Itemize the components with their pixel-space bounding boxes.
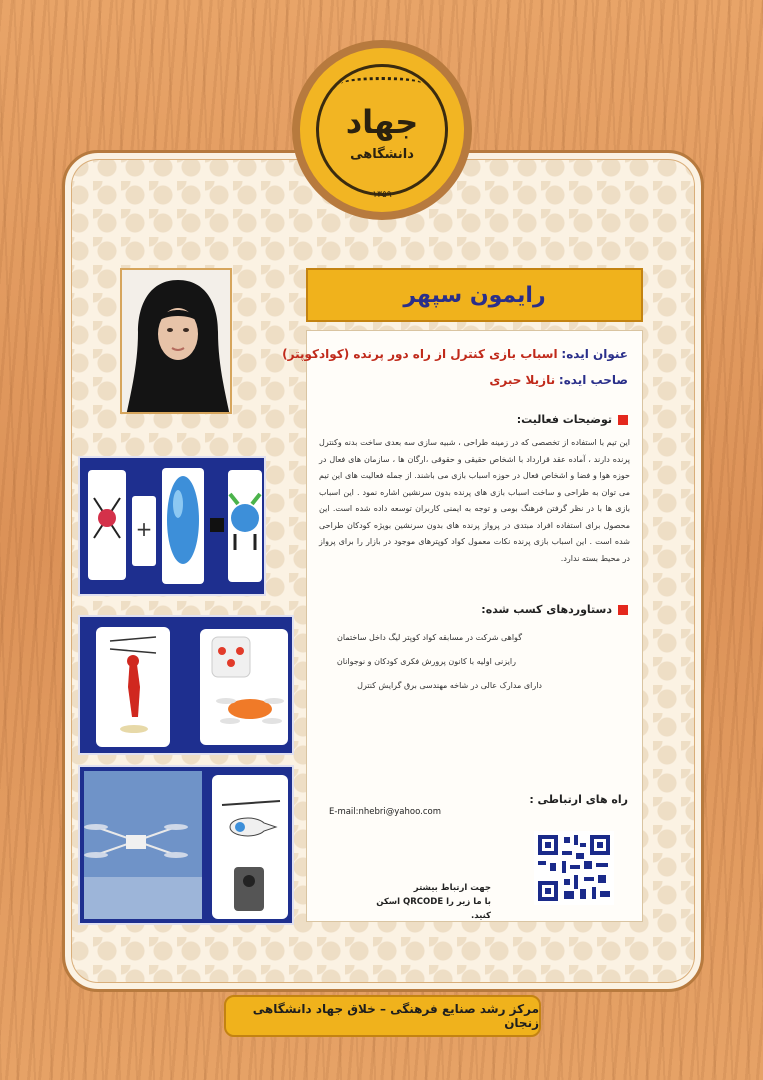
qr-note: جهت ارتباط بیشتر با ما زیر را QRCODE اسکن کنید. bbox=[376, 883, 491, 921]
logo-year: ۱۳۵۹ bbox=[372, 190, 392, 200]
idea-owner-row bbox=[489, 373, 628, 387]
logo-seal bbox=[316, 64, 448, 196]
activities-heading: توضیحات فعالیت: bbox=[517, 413, 628, 426]
footer-text: مرکز رشد صنایع فرهنگی – خلاق جهاد دانشگاهی زنجان bbox=[252, 1002, 539, 1030]
idea-owner-value: نازیلا حبری bbox=[489, 373, 556, 387]
bullet-square-icon bbox=[618, 605, 628, 615]
bullet-square-icon bbox=[618, 415, 628, 425]
achievements-heading: دستاوردهای کسب شده: bbox=[481, 603, 628, 616]
owner-portrait bbox=[120, 268, 232, 414]
product-photo-quadcopter-diagram bbox=[78, 456, 266, 596]
achievement-item: دارای مدارک عالی در شاخه مهندسی برق گرایش کنترل bbox=[357, 681, 542, 690]
team-title-bar bbox=[306, 268, 643, 322]
jahad-daneshgahi-logo bbox=[292, 40, 472, 220]
achievement-item: گواهی شرکت در مسابقه کواد کوپتر لیگ داخل ساختمان bbox=[337, 633, 522, 642]
idea-title-label: عنوان ایده: bbox=[561, 347, 628, 361]
idea-title-row bbox=[282, 347, 628, 361]
activities-text: این تیم با استفاده از تخصصی که در زمینه طراحی ، شبیه سازی سه بعدی ساخت بدنه وکنترل پرنده دارند ، آماده عقد قرارداد با اشخاص حقیقی و حقوقی ،ارگان ها ، سازمان های فعال در حوزه هوا و فضا و اشخاص فعال در حوزه اسباب بازی می باشند. از جمله فعالیت های این تیم می توان به طراحی و ساخت اسباب بازی های پرنده بدون سرنشین اشاره نمود . این اسباب بازی ها با در نظر گرفتن فرهنگ بومی و توجه به ایمنی کاربران توسعه داده شده است. این محصول برای استفاده افراد مبتدی در پرواز پرنده های بدون سرنشین بویژه کودکان طراحی شده است . این اسباب بازی پرنده نکات معمول کواد کوپترهای موجود در بازار را برای پرواز در محیط بسته ندارد. bbox=[319, 438, 630, 563]
team-name: رایمون سپهر bbox=[403, 282, 546, 308]
qr-code-icon bbox=[534, 831, 614, 905]
qr-code[interactable] bbox=[534, 831, 614, 905]
logo-main-text: جهاد bbox=[345, 103, 419, 141]
footer-bar bbox=[224, 995, 541, 1037]
content-box bbox=[282, 330, 643, 922]
achievement-item: رایزنی اولیه با کانون پرورش فکری کودکان و نوجوانان bbox=[336, 657, 516, 666]
idea-owner-label: صاحب ایده: bbox=[558, 373, 628, 387]
product-photo-flying-toys bbox=[78, 615, 294, 755]
svg-text:+: + bbox=[135, 517, 153, 541]
contact-email[interactable]: E-mail:nhebri@yahoo.com bbox=[329, 807, 442, 817]
portrait-image bbox=[122, 270, 232, 414]
product-photo-drone-helicopter bbox=[78, 765, 294, 925]
idea-title-value: اسباب بازی کنترل از راه دور پرنده (کوادکوپتر) bbox=[282, 347, 558, 361]
logo-sub-text: دانشگاهی bbox=[350, 147, 414, 162]
contact-heading: راه های ارتباطی : bbox=[529, 793, 628, 806]
